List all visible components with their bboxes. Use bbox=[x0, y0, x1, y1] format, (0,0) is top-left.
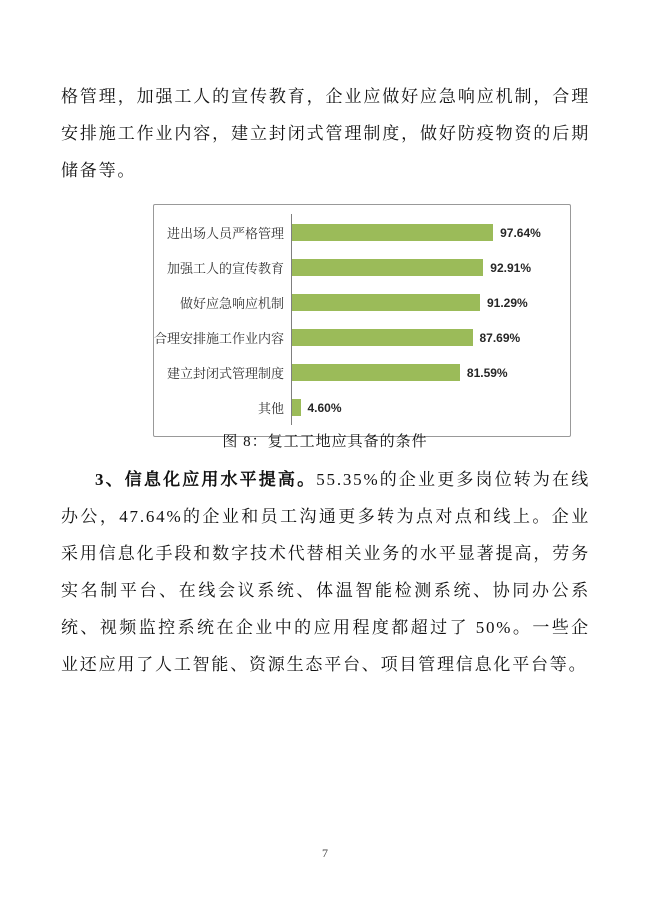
chart-row bbox=[154, 285, 570, 320]
chart-bar bbox=[291, 399, 301, 416]
chart-bar bbox=[291, 294, 480, 311]
chart-category-label: 建立封闭式管理制度 bbox=[166, 366, 284, 381]
chart-value-label: 81.59% bbox=[466, 365, 508, 380]
page-number: 7 bbox=[322, 846, 328, 860]
chart-category-label: 进出场人员严格管理 bbox=[166, 226, 284, 241]
chart-bar-track bbox=[291, 215, 570, 250]
chart-bar-track bbox=[291, 320, 570, 355]
chart-value-label: 91.29% bbox=[487, 295, 528, 310]
figure-caption: 图 8：复工工地应具备的条件 bbox=[222, 434, 428, 450]
chart-value-label: 97.64% bbox=[500, 225, 541, 240]
chart-category-label: 做好应急响应机制 bbox=[179, 296, 284, 311]
chart-row bbox=[154, 215, 570, 250]
chart-value-label: 92.91% bbox=[490, 260, 531, 275]
bar-chart bbox=[153, 204, 571, 437]
paragraph-continuation: 格管理，加强工人的宣传教育，企业应做好应急响应机制，合理安排施工作业内容，建立封闭式管理制度，做好防疫物资的后期储备等。 bbox=[61, 87, 590, 180]
chart-bar-track bbox=[291, 285, 570, 320]
chart-row bbox=[154, 355, 570, 390]
chart-bar bbox=[291, 259, 483, 276]
chart-row bbox=[154, 320, 570, 355]
chart-value-label: 4.60% bbox=[307, 400, 342, 415]
chart-plot-area bbox=[154, 205, 570, 436]
paragraph-heading: 3、信息化应用水平提高。 bbox=[95, 470, 317, 489]
chart-bar-track bbox=[291, 250, 570, 285]
chart-bar bbox=[291, 224, 493, 241]
paragraph-body-text: 55.35%的企业更多岗位转为在线办公，47.64%的企业和员工沟通更多转为点对点和线上。企业采用信息化手段和数字技术代替相关业务的水平显著提高，劳务实名制平台、在线会议系统、体温智能检测系统、协同办公系统、视频监控系统在企业中的应用程度都超过了 50%。一些企业还应用了人工智能、资源生态平台、项目管理信息化平台等。 bbox=[61, 470, 590, 674]
chart-row bbox=[154, 390, 570, 425]
chart-bar-track bbox=[291, 355, 570, 390]
chart-category-label: 合理安排施工作业内容 bbox=[154, 331, 285, 346]
paragraph-informatization bbox=[61, 461, 590, 683]
chart-category-label: 加强工人的宣传教育 bbox=[166, 261, 284, 276]
chart-category-label: 其他 bbox=[257, 401, 284, 416]
chart-bar bbox=[291, 329, 473, 346]
chart-row bbox=[154, 250, 570, 285]
chart-bar-track bbox=[291, 390, 570, 425]
chart-bar bbox=[291, 364, 460, 381]
chart-value-label: 87.69% bbox=[479, 330, 521, 345]
